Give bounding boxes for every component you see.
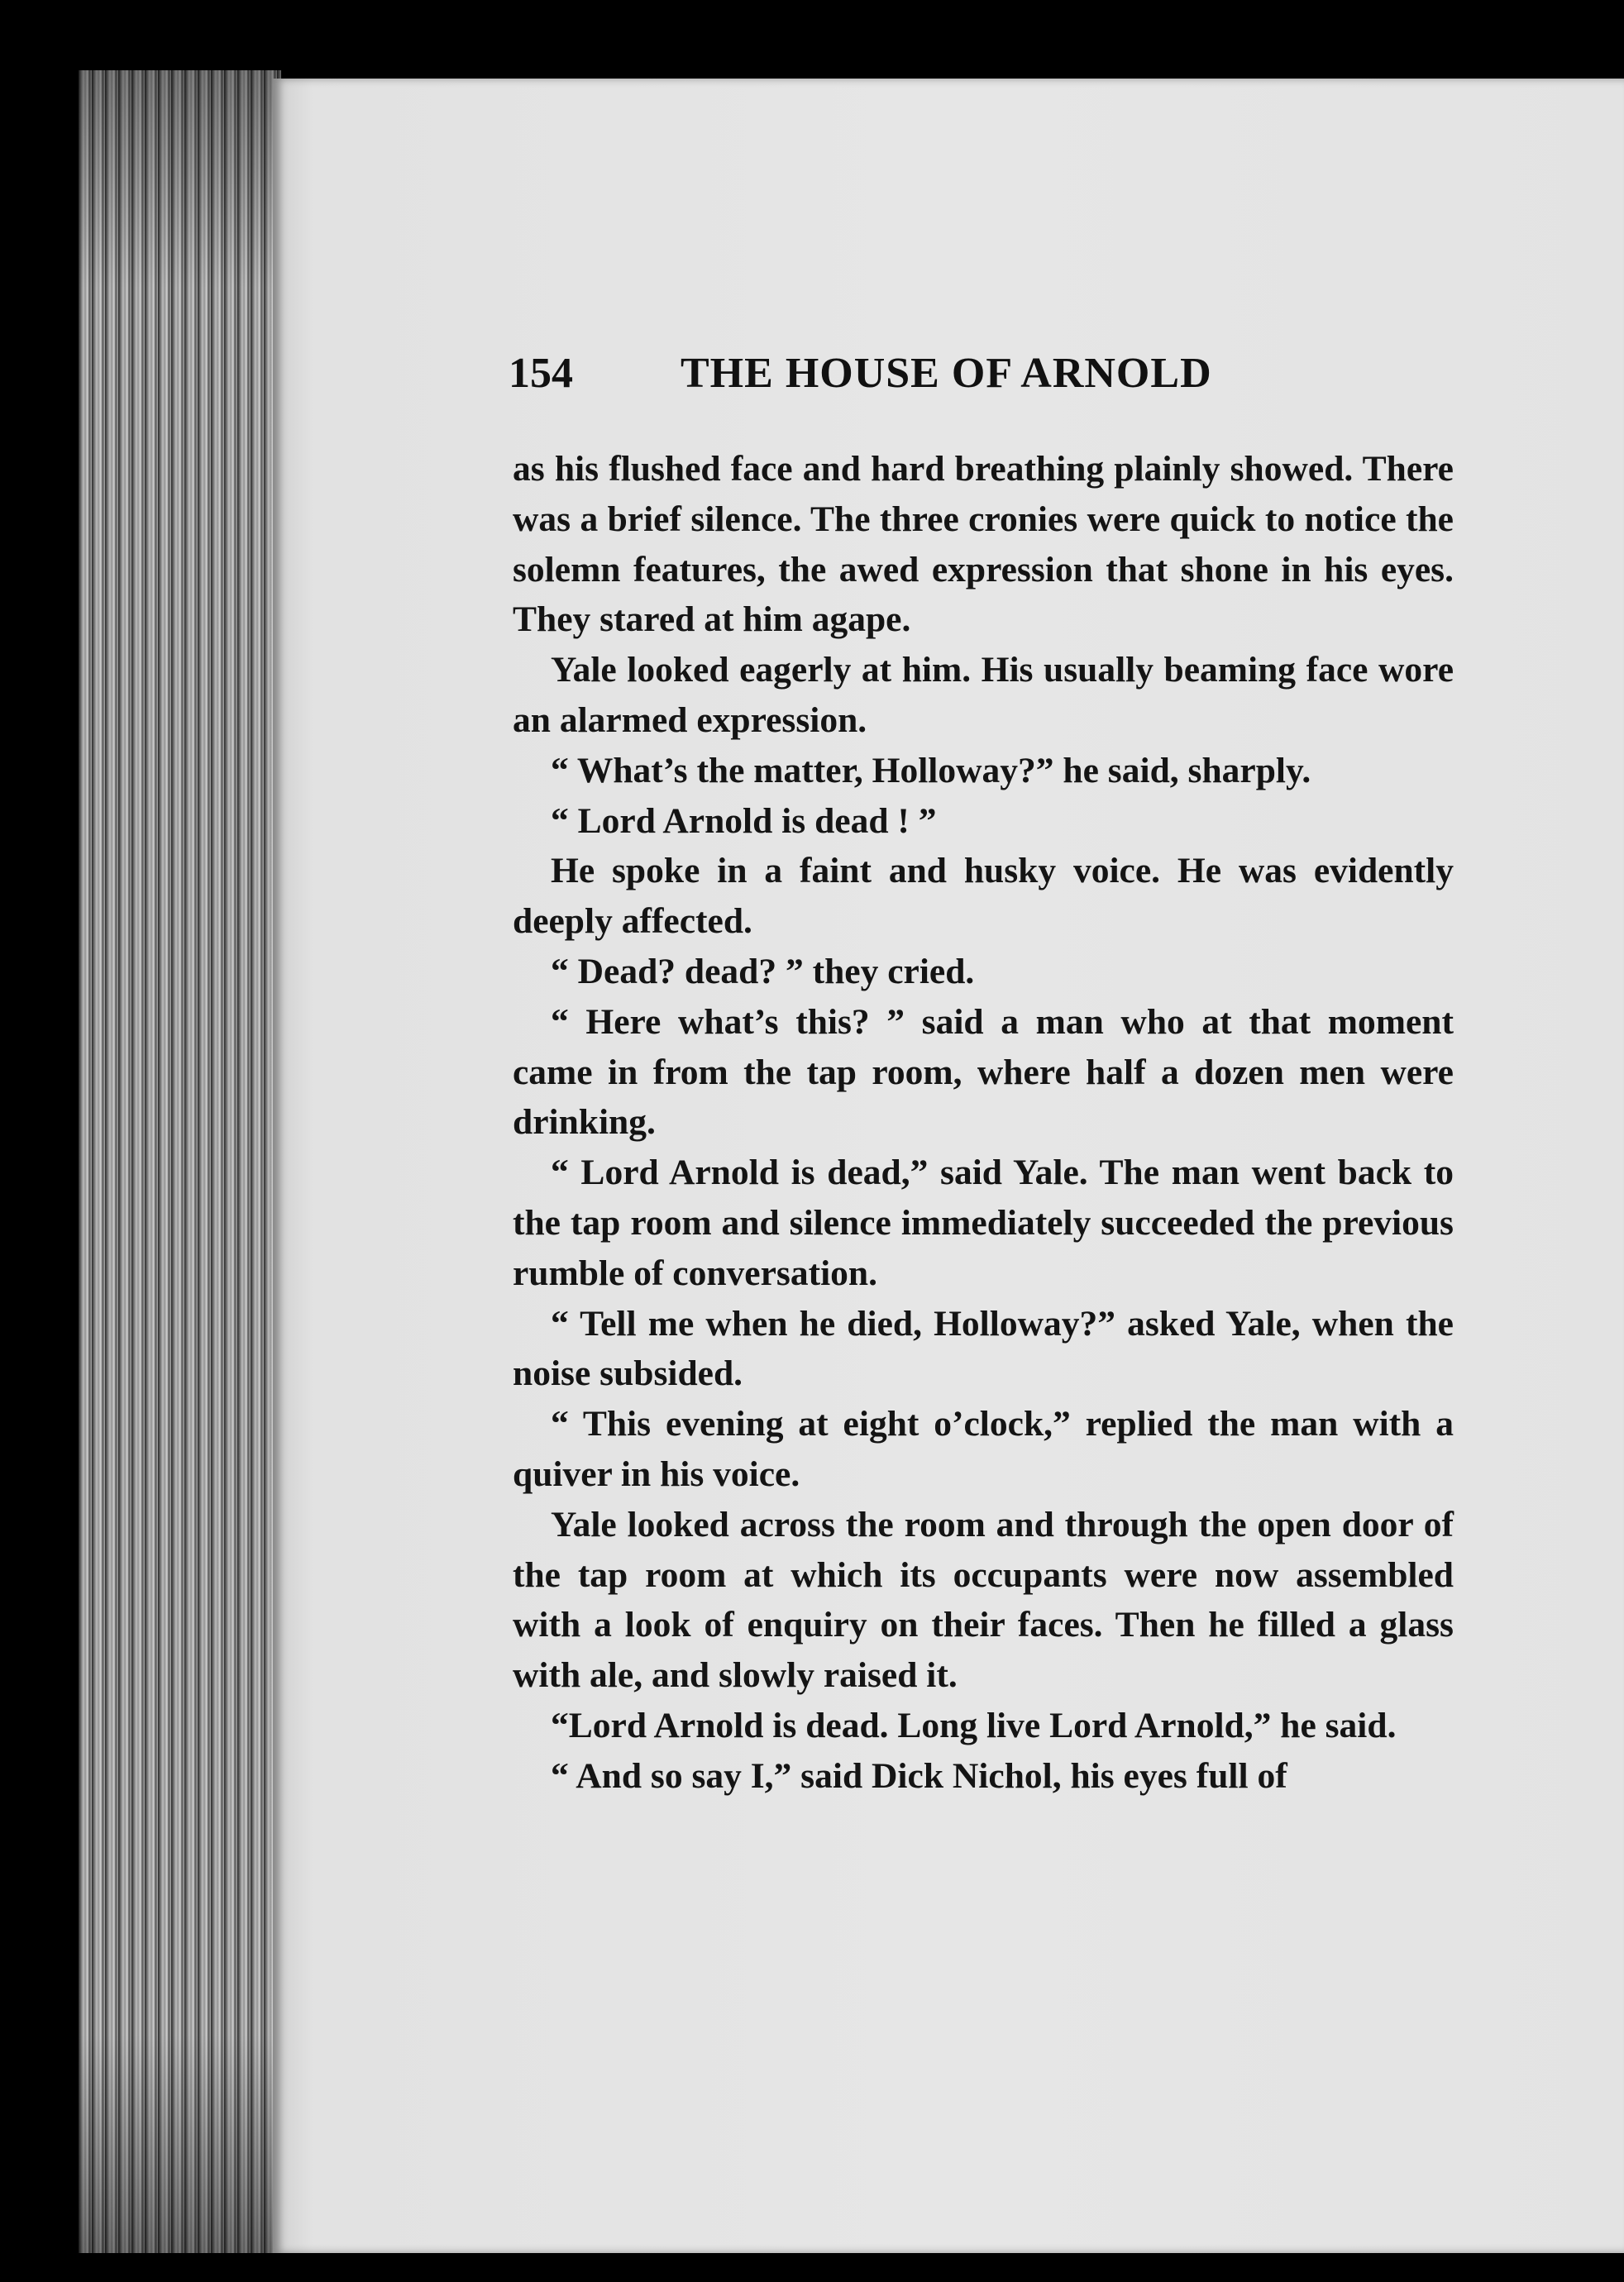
page-header	[509, 349, 1418, 407]
paragraph: “ Dead? dead? ” they cried.	[551, 951, 975, 991]
paragraph: He spoke in a faint and husky voice. He was evidently deeply affected.	[513, 851, 1454, 942]
paragraph: as his flushed face and hard breathing plainly showed. There was a brief silence. The three cronies were quick to notice the solemn features, the awed expression that shone in his eyes. They stared at him agape.	[513, 449, 1454, 640]
paragraph: “Lord Arnold is dead. Long live Lord Arnold,” he said.	[551, 1705, 1397, 1745]
paragraph: Yale looked eagerly at him. His usually beaming face wore an alarmed expression.	[513, 650, 1454, 740]
paragraph: “ Lord Arnold is dead,” said Yale. The man went back to the tap room and silence immediately succeeded the previous rumble of conversation.	[513, 1153, 1454, 1293]
paragraph: “ What’s the matter, Holloway?” he said, sharply.	[551, 750, 1311, 790]
book-page-edges	[79, 70, 281, 2253]
paragraph: “ Lord Arnold is dead ! ”	[551, 800, 937, 841]
paragraph: Yale looked across the room and through the open door of the tap room at which its occupants were now assembled with a look of enquiry on their faces. Then he filled a glass with ale, and slowly raised it.	[513, 1504, 1454, 1696]
paragraph: “ This evening at eight o’clock,” replied the man with a quiver in his voice.	[513, 1404, 1454, 1494]
paragraph: “ Here what’s this? ” said a man who at that moment came in from the tap room, where half a dozen men were drinking.	[513, 1001, 1454, 1143]
page-number: 154	[509, 350, 573, 397]
paragraph: “ Tell me when he died, Holloway?” asked Yale, when the noise subsided.	[513, 1303, 1454, 1394]
running-title: THE HOUSE OF ARNOLD	[681, 350, 1212, 397]
body-text	[513, 444, 1454, 1802]
paragraph: “ And so say I,” said Dick Nichol, his eyes full of	[551, 1755, 1287, 1796]
